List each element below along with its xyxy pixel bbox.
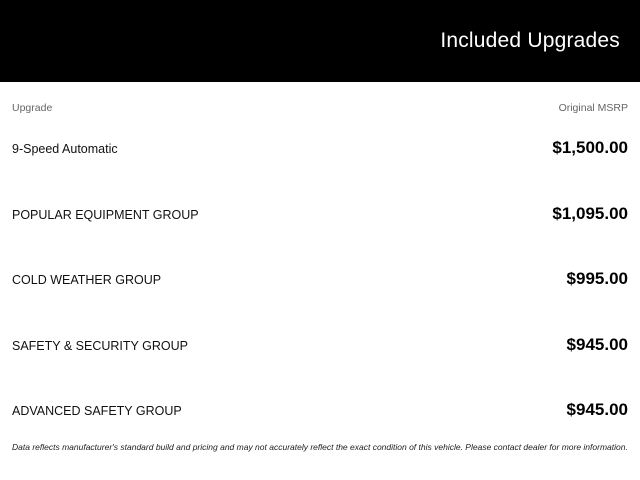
- disclaimer-text: Data reflects manufacturer's standard build and pricing and may not accurately reflect the exact condition of this vehicle. Please contact dealer for more information.: [12, 442, 628, 452]
- upgrade-name: COLD WEATHER GROUP: [12, 273, 162, 287]
- upgrade-name: SAFETY & SECURITY GROUP: [12, 338, 188, 353]
- column-header-msrp: Original MSRP: [558, 102, 628, 114]
- upgrade-price: $945.00: [566, 400, 628, 419]
- table-row: [12, 118, 628, 184]
- column-header-upgrade: Upgrade: [12, 102, 53, 114]
- upgrade-price: $995.00: [566, 269, 628, 288]
- upgrades-table: [0, 82, 640, 446]
- upgrade-name: POPULAR EQUIPMENT GROUP: [12, 207, 199, 222]
- upgrade-name: ADVANCED SAFETY GROUP: [12, 404, 182, 418]
- page-header: [0, 0, 640, 82]
- upgrade-price: $945.00: [566, 334, 628, 354]
- table-row: [12, 315, 628, 381]
- table-row: [12, 184, 628, 250]
- table-header-row: [12, 82, 628, 118]
- upgrade-name: 9-Speed Automatic: [12, 142, 118, 156]
- table-row: [12, 380, 628, 446]
- upgrade-price: $1,500.00: [552, 138, 628, 157]
- page-title: Included Upgrades: [440, 29, 620, 52]
- upgrade-price: $1,095.00: [552, 203, 628, 223]
- table-row: [12, 249, 628, 315]
